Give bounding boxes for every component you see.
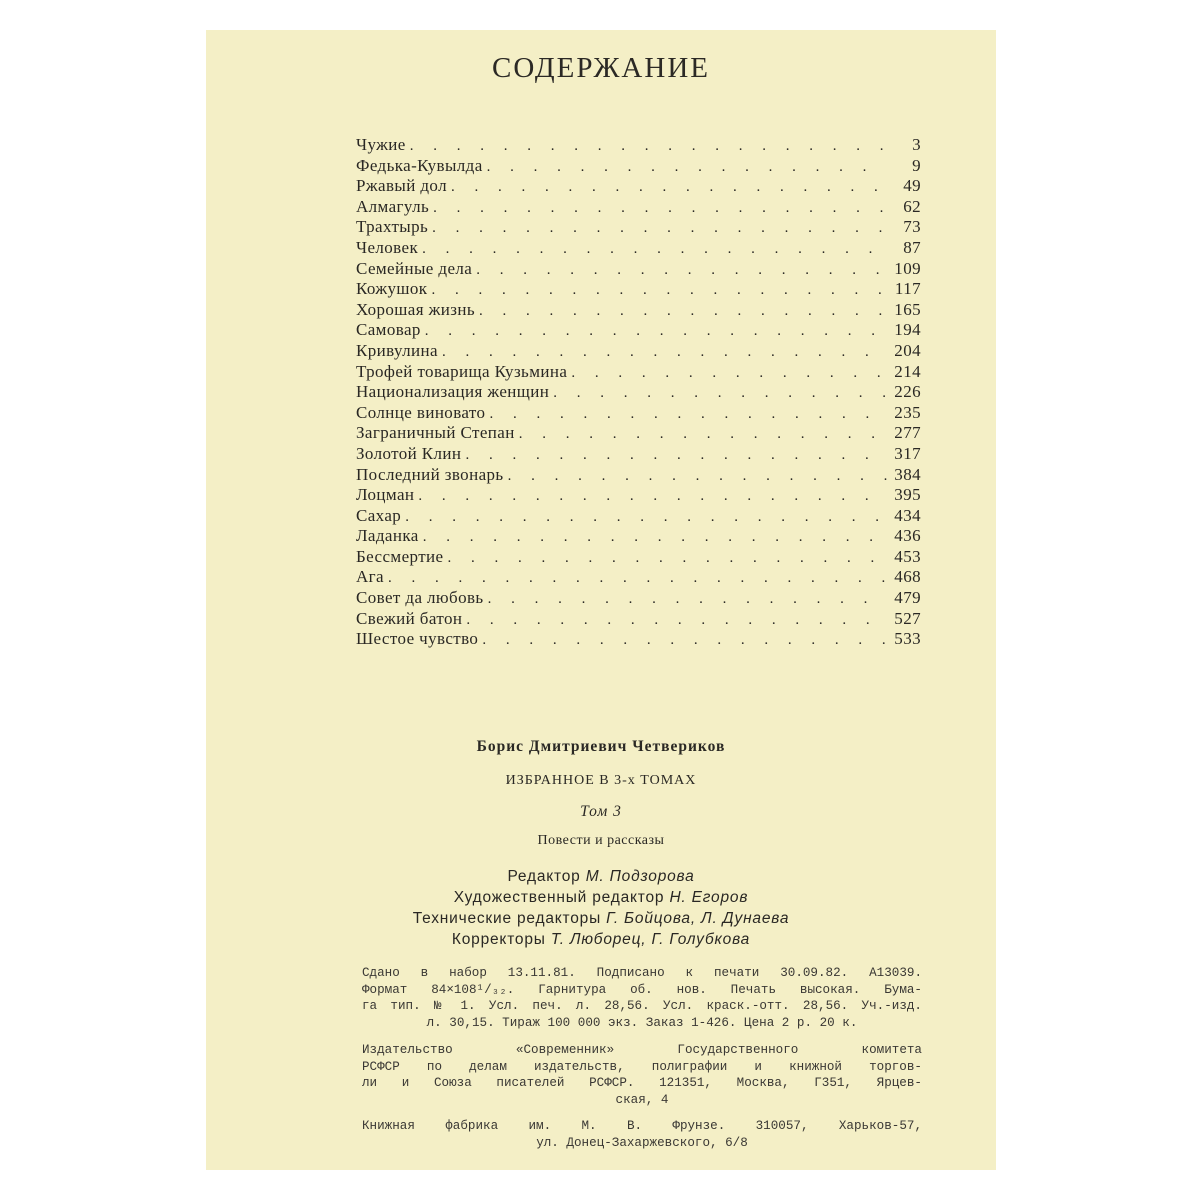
toc-leader-dots [489,404,887,425]
toc-leader-dots [431,280,887,301]
toc-entry-title: Ржавый дол [356,176,447,196]
toc-leader-dots [410,136,887,157]
toc-entry [356,259,921,280]
toc-entry-page: 117 [894,279,921,299]
printer-line: ул. Донец-Захаржевского, 6/8 [536,1135,748,1150]
volume-subtitle: Повести и рассказы [537,833,665,848]
toc-entry-title: Самовар [356,320,421,340]
toc-leader-dots [432,218,887,239]
toc-leader-dots [433,198,887,219]
toc-entry-page: 73 [903,217,921,237]
toc-entry [356,176,921,197]
toc-leader-dots [447,548,887,569]
credit-line: Корректоры Т. Люборец, Г. Голубкова [451,931,751,948]
author-name: Борис Дмитриевич Четвериков [476,738,726,755]
toc-entry [356,403,921,424]
toc-entry-page: 468 [894,567,921,587]
print-data-block [362,965,922,1031]
toc-entry-page: 395 [894,485,921,505]
toc-entry-page: 434 [894,505,921,525]
toc-entry [356,547,921,568]
toc-leader-dots [488,589,887,610]
toc-entry-title: Хорошая жизнь [356,299,476,319]
toc-entry-title: Шестое чувство [356,629,479,649]
toc-leader-dots [388,568,887,589]
toc-entry-page: 235 [894,402,921,422]
toc-leader-dots [451,177,887,198]
printer-line: Книжная фабрика им. М. В. Фрунзе. 310057, Харьков-57, [362,1119,922,1133]
toc-entry-title: Чужие [356,135,406,154]
volume-label: Том 3 [580,803,622,820]
toc-entry [356,567,921,588]
toc-entry-page: 62 [903,196,921,216]
toc-entry-title: Совет да любовь [356,588,484,608]
toc-entry-title: Последний звонарь [356,464,504,484]
toc-entry [356,238,921,259]
toc-entry-title: Кожушок [356,279,428,299]
toc-leader-dots [466,610,887,631]
toc-entry [356,135,921,156]
toc-entry-page: 317 [894,443,921,463]
toc-entry [356,320,921,341]
toc-entry [356,526,921,547]
toc-entry-title: Кривулина [356,340,438,360]
toc-leader-dots [571,363,887,384]
toc-entry-page: 436 [894,526,921,546]
toc-entry-title: Золотой Клин [356,443,462,463]
toc-entry-title: Заграничный Степан [356,423,515,443]
toc-list [356,135,921,650]
toc-entry-title: Сахар [356,505,402,525]
toc-entry-title: Семейные дела [356,258,473,278]
toc-entry-title: Трофей товарища Кузьмина [356,361,568,381]
print-data-line: л. 30,15. Тираж 100 000 экз. Заказ 1-426. Цена 2 р. 20 к. [426,1015,858,1030]
toc-leader-dots [422,239,887,260]
toc-leader-dots [553,383,887,404]
toc-entry-page: 277 [894,423,921,443]
toc-entry-page: 9 [912,155,921,175]
toc-entry [356,444,921,465]
toc-leader-dots [476,260,887,281]
toc-entry-page: 479 [894,588,921,608]
work-title: ИЗБРАННОЕ В 3-х ТОМАХ [505,773,697,788]
toc-title: СОДЕРЖАНИЕ [492,52,710,84]
toc-leader-dots [508,466,887,487]
toc-entry-page: 49 [903,176,921,196]
toc-entry [356,588,921,609]
toc-entry-page: 226 [894,382,921,402]
toc-entry-title: Человек [356,237,419,257]
toc-entry-title: Федька-Кувылда [356,155,483,175]
toc-leader-dots [418,486,887,507]
publisher-line: ская, 4 [615,1092,669,1107]
publisher-block [362,1042,922,1108]
toc-entry-title: Лоцман [356,485,415,505]
toc-entry-page: 533 [894,629,921,649]
toc-entry-title: Ага [356,567,384,587]
publisher-line: Издательство «Современник» Государственного комитета [362,1043,922,1057]
publisher-line: ли и Союза писателей РСФСР. 121351, Москва, Г351, Ярцев- [362,1076,922,1091]
publisher-line: РСФСР по делам издательств, полиграфии и книжной торгов- [362,1059,922,1074]
toc-leader-dots [405,507,887,528]
credits-block [206,866,996,950]
print-data-line: га тип. № 1. Усл. печ. л. 28,56. Усл. краск.-отт. 28,56. Уч.-изд. [362,999,922,1014]
toc-entry [356,197,921,218]
toc-entry-page: 384 [894,464,921,484]
credit-line: Редактор М. Подзорова [507,868,695,885]
print-data-line: Формат 84×108¹/₃₂. Гарнитура об. нов. Печать высокая. Бума- [362,982,922,997]
toc-entry-page: 165 [894,299,921,319]
toc-entry-page: 214 [894,361,921,381]
toc-leader-dots [487,157,887,178]
toc-leader-dots [479,301,887,322]
credit-line: Художественный редактор Н. Егоров [453,889,749,906]
toc-entry-page: 204 [894,340,921,360]
toc-entry [356,423,921,444]
toc-entry [356,506,921,527]
print-data-line: Сдано в набор 13.11.81. Подписано к печати 30.09.82. А13039. [362,966,922,980]
toc-entry-page: 3 [912,135,921,154]
printer-block [362,1118,922,1151]
toc-entry-title: Солнце виновато [356,402,486,422]
toc-entry [356,341,921,362]
toc-leader-dots [519,424,887,445]
toc-entry [356,362,921,383]
toc-leader-dots [482,630,887,651]
toc-entry-page: 109 [894,258,921,278]
toc-entry [356,465,921,486]
toc-entry-title: Национализация женщин [356,382,550,402]
toc-entry-page: 527 [894,608,921,628]
toc-entry-title: Ладанка [356,526,419,546]
toc-entry-title: Трахтырь [356,217,429,237]
toc-entry [356,629,921,650]
toc-entry-page: 453 [894,546,921,566]
toc-entry-page: 194 [894,320,921,340]
credit-line: Технические редакторы Г. Бойцова, Л. Дунаева [412,910,790,927]
toc-leader-dots [423,527,887,548]
toc-leader-dots [425,321,887,342]
book-page [206,30,996,1170]
toc-entry [356,279,921,300]
toc-entry-page: 87 [903,237,921,257]
toc-entry-title: Алмагуль [356,196,430,216]
toc-entry-title: Бессмертие [356,546,444,566]
toc-leader-dots [442,342,887,363]
toc-entry [356,382,921,403]
toc-entry [356,156,921,177]
toc-entry [356,609,921,630]
toc-entry [356,485,921,506]
toc-entry [356,300,921,321]
toc-leader-dots [465,445,887,466]
toc-entry-title: Свежий батон [356,608,463,628]
toc-entry [356,217,921,238]
